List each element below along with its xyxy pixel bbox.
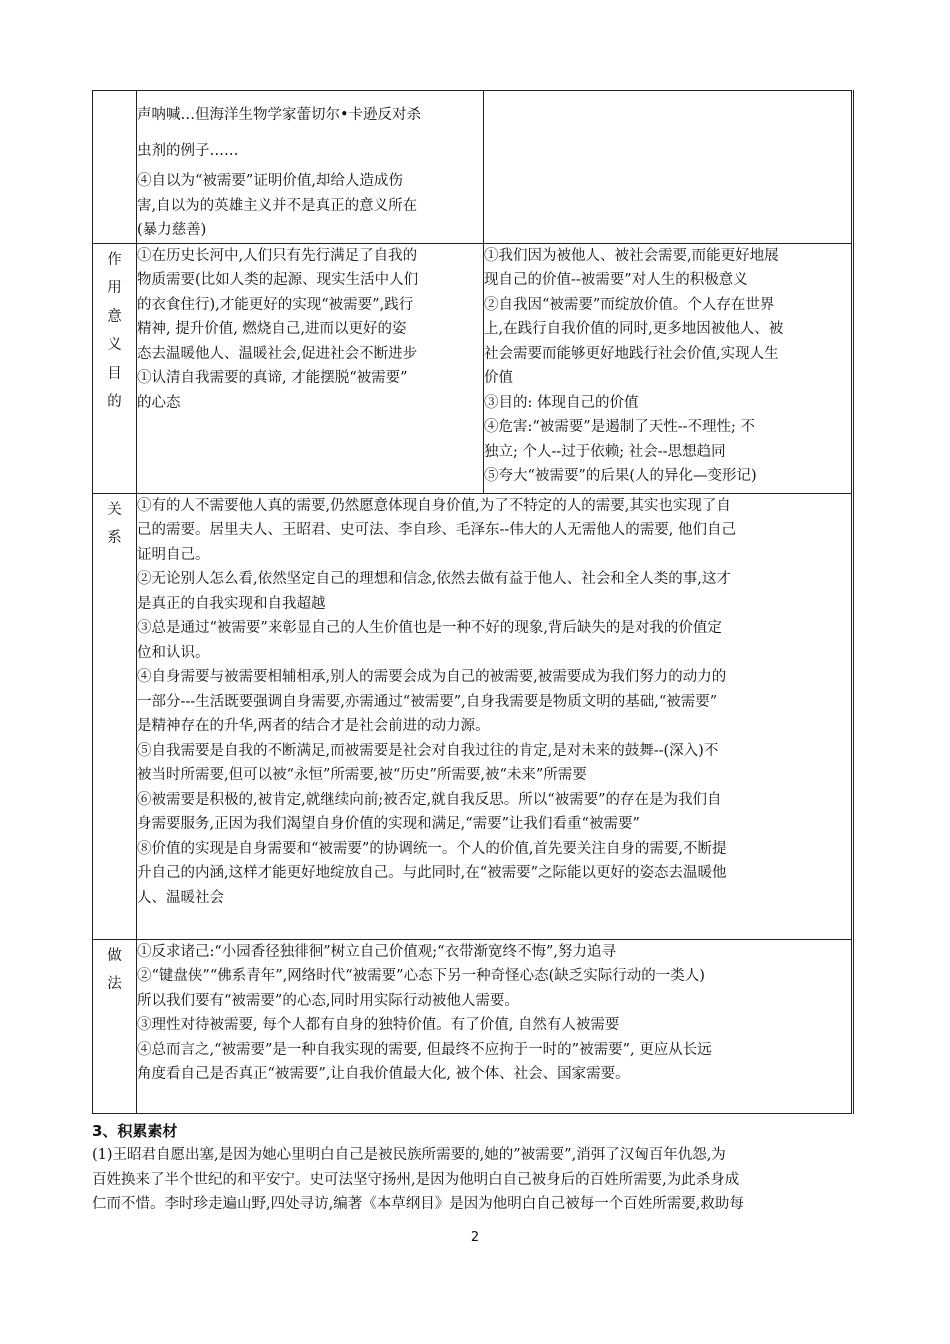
header-char: 作 [107,251,122,268]
row-header-empty [93,91,137,244]
continuation-right-cell [484,91,853,244]
method-cell [137,939,853,1113]
text-line: ①在历史长河中,人们只有先行满足了自我的 [137,247,418,264]
text-line: ⑤夸大“被需要”的后果(人的异化—变形记) [484,468,757,484]
table-row-purpose [93,243,853,493]
continuation-left-cell [137,91,484,244]
text-line: (暴力慈善) [137,222,207,238]
text-line: ③总是通过“被需要”来彰显自己的人生价值也是一种不好的现象,背后缺失的是对我的价值定 [137,620,722,636]
text-line: 害,自以为的英雄主义并不是真正的意义所在 [137,197,418,214]
text-line: 现自己的价值--被需要”对人生的积极意义 [484,272,748,288]
text-line: ⑧价值的实现是自身需要和“被需要”的协调统一。个人的价值,首先要关注自身的需要,不断提 [137,840,727,857]
text-line: 虫剂的例子…… [137,143,239,159]
table-row-relation [93,493,853,939]
text-line: ②自我因“被需要”而绽放价值。个人存在世界 [484,296,775,313]
text-line: 一部分---生活既要强调自身需要,亦需通过“被需要”,自身我需要是物质文明的基础,“被需要” [137,693,718,710]
text-line: 仁而不惜。李时珍走遍山野,四处寻访,编著《本草纲目》是因为他明白自己被每一个百姓所需要,救助每 [92,1196,744,1212]
text-line: ①我们因为被他人、被社会需要,而能更好地展 [484,247,779,264]
text-line: 的心态 [137,394,181,411]
table-row-method [93,939,853,1113]
text-line: ④自以为“被需要”证明价值,却给人造成伤 [137,173,403,189]
text-line: 百姓换来了半个世纪的和平安宁。史可法坚守扬州,是因为他明白自己被身后的百姓所需要,为此杀身成 [92,1171,740,1188]
text-line: ⑤自我需要是自我的不断满足,而被需要是社会对自我过往的肯定,是对未来的鼓舞--(深入)不 [137,742,719,759]
purpose-left-cell [137,243,484,493]
row-header-relation [93,493,137,939]
text-line: 精神, 提升价值, 燃烧自己,进而以更好的姿 [137,321,407,337]
header-char: 关 [107,501,122,518]
text-line: 价值 [484,370,513,386]
text-line: 上,在践行自我价值的同时,更多地因被他人、被 [484,321,784,337]
text-line: 物质需要(比如人类的起源、现实生活中人们 [137,272,419,288]
table-row-continuation [93,91,853,244]
header-char: 用 [107,280,122,296]
purpose-right-cell [484,243,853,493]
text-line: 声呐喊…但海洋生物学家蕾切尔•卡逊反对杀 [137,107,422,123]
text-line: 升自己的内涵,这样才能更好地绽放自己。与此同时,在“被需要”之际能以更好的姿态去温暖他 [137,865,727,881]
header-char: 意 [107,308,122,325]
text-line: ①反求诸己:“小园香径独徘徊”树立自己价值观;“衣带渐宽终不悔”,努力追寻 [137,943,617,960]
text-line: ④自身需要与被需要相辅相承,别人的需要会成为自己的被需要,被需要成为我们努力的动力的 [137,669,727,685]
text-line: 的衣食住行),才能更好的实现“被需要”,践行 [137,296,414,313]
text-line: ⑥被需要是积极的,被肯定,就继续向前;被否定,就自我反思。所以“被需要”的存在是为我们自 [137,791,722,808]
text-line: 人、温暖社会 [137,889,224,906]
header-char: 目 [107,365,122,382]
text-line: 己的需要。居里夫人、王昭君、史可法、李自珍、毛泽东--伟大的人无需他人的需要, 他们自己 [137,522,737,538]
text-line: 位和认识。 [137,644,210,661]
material-paragraph [92,1143,862,1217]
text-line: 被当时所需要,但可以被“永恒”所需要,被“历史”所需要,被“未来”所需要 [137,767,587,783]
content-table [92,90,854,1114]
text-line: 角度看自己是否真正“被需要”,让自我价值最大化, 被个体、社会、国家需要。 [137,1066,630,1082]
relation-cell [137,493,853,939]
text-line: ②无论别人怎么看,依然坚定自己的理想和信念,依然去做有益于他人、社会和全人类的事,这才 [137,571,731,587]
text-line: 所以我们要有“被需要”的心态,同时用实际行动被他人需要。 [137,992,519,1009]
header-char: 系 [107,530,122,546]
section-title: 3、积累素材 [92,1122,178,1140]
header-char: 义 [107,337,122,353]
header-char: 法 [107,976,122,992]
text-line: (1)王昭君自愿出塞,是因为她心里明白自己是被民族所需要的,她的”被需要”,消弭了汉匈百年仇怨,为 [92,1147,726,1163]
text-line: 独立; 个人--过于依赖; 社会--思想趋同 [484,443,726,460]
text-line: ①有的人不需要他人真的需要,仍然愿意体现自身价值,为了不特定的人的需要,其实也实现了自 [137,497,731,514]
text-line: ④危害:“被需要”是遏制了天性--不理性; 不 [484,419,756,435]
text-line: 是精神存在的升华,两者的结合才是社会前进的动力源。 [137,718,490,734]
row-header-method [93,939,137,1113]
text-line: ①认清自我需要的真谛, 才能摆脱“被需要” [137,370,408,386]
row-header-purpose [93,243,137,493]
header-char: 的 [107,394,122,410]
text-line: ③理性对待被需要, 每个人都有自身的独特价值。有了价值, 自然有人被需要 [137,1017,620,1033]
text-line: ④总而言之,“被需要”是一种自我实现的需要, 但最终不应拘于一时的”被需要”, 更应从长远 [137,1041,712,1058]
text-line: 态去温暖他人、温暖社会,促进社会不断进步 [137,345,418,362]
page-number: 2 [470,1230,480,1245]
text-line: 身需要服务,正因为我们渴望自身价值的实现和满足,“需要”让我们看重“被需要” [137,816,640,832]
text-line: ③目的: 体现自己的价值 [484,394,639,411]
text-line: 社会需要而能够更好地践行社会价值,实现人生 [484,345,779,362]
header-char: 做 [107,947,122,964]
text-line: 是真正的自我实现和自我超越 [137,595,326,612]
text-line: 证明自己。 [137,546,210,563]
text-line: ②“键盘侠”“佛系青年”,网络时代“被需要”心态下另一种奇怪心态(缺乏实际行动的一类人) [137,968,705,984]
